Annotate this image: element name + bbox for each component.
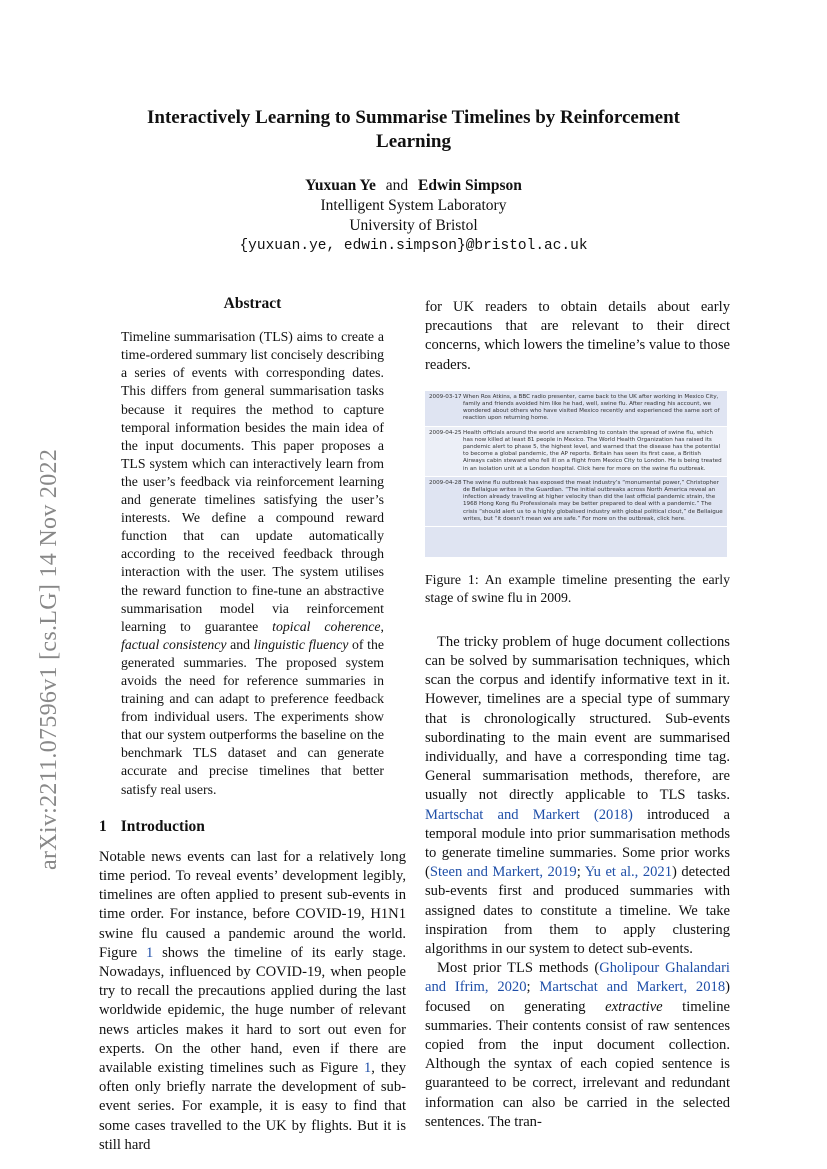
citation-link[interactable]: Gholipour Ghalandari and Ifrim, 2020: [425, 960, 730, 996]
author-emails: {yuxuan.ye, edwin.simpson}@bristol.ac.uk: [239, 238, 588, 254]
section-heading-introduction: 1 Introduction: [99, 817, 205, 835]
citation-link[interactable]: Martschat and Markert, 2018: [539, 979, 726, 996]
figure-caption: Figure 1: An example timeline presenting the early stage of swine flu in 2009.: [425, 571, 730, 605]
abstract-text: Timeline summarisation (TLS) aims to create a time-ordered summary list concisely describing a series of events with corresponding dates. This differs from general summarisation tasks because it requires the method to capture temporal information besides the main idea of the input documents. This paper proposes a TLS system which can interactively learn from the user’s feedback via reinforcement learning and generate timelines satisfying the user’s interests. We define a compound reward function that can update automatically according to the received feedback through interaction with the user. The system utilises the reward function to fine-tune an abstractive summarisation model via reinforcement learning to guarantee topical coherence, factual consistency and linguistic fluency of the generated summaries. The proposed system avoids the need for reference summaries in training and can adapt to preference feedback from individual users. The experiments show that our system outperforms the baseline on the benchmark TLS dataset and can generate accurate and precise timelines that better satisfy real users.: [121, 329, 384, 797]
citation-link[interactable]: Steen and Markert, 2019: [429, 864, 577, 881]
authors-block: [120, 176, 707, 256]
abstract-heading: Abstract: [223, 295, 282, 312]
timeline-date: 2009-04-28: [429, 479, 462, 486]
arxiv-identifier: arXiv:2211.07596v1 [cs.LG] 14 Nov 2022: [36, 448, 62, 870]
timeline-text: When Ros Atkins, a BBC radio presenter, came back to the UK after working in Mexico City, family and friends avoided him like he had, well, swine flu. After reading his account, we wondered about others who have visited Mexico recently and experienced the same sort of reaction upon returning home.: [463, 393, 720, 422]
intro-paragraph-3: Most prior TLS methods (Gholipour Ghalandari and Ifrim, 2020; Martschat and Markert, 2018) focused on generating extractive timeline summaries. Their contents consist of raw sentences copied from the input document collection. Although the syntax of each copied sentence is guaranteed to be correct, irrelevant and redundant information can also be carried in the selected sentences. The tran-: [425, 960, 730, 1130]
timeline-date: 2009-04-25: [429, 429, 462, 436]
affiliation-lab: Intelligent System Laboratory: [320, 197, 507, 214]
author-and: and: [385, 177, 409, 194]
timeline-text: The swine flu outbreak has exposed the meat industry’s “monumental power,” Christopher de Bellaigue writes in the Guardian. “The initial outbreaks across North America reveal an infection already traveling at higher velocity than did the last official pandemic strain, the 1968 Hong Kong flu Professionals may be better prepared to deal with a pandemic.” The crisis “should alert us to a highly globalised industry with global political clout,” de Bellaigue writes, but “it doesn’t mean we are safe.” For more on the outbreak, click here.: [463, 479, 723, 522]
author-1: Yuxuan Ye: [305, 177, 376, 194]
timeline-text: Health officials around the world are scrambling to contain the spread of swine flu, which has now killed at least 81 people in Mexico. The World Health Organization has raised its pandemic alert to phase 5, the highest level, and warned that the disease has the potential to become a global pandemic, the AP reports. Britain has seen its first case, a British Airways cabin steward who fell ill on a flight from Mexico City to London. He is being treated in an isolation unit at a London hospital. Click here for more on the swine flu outbreak.: [463, 429, 722, 472]
figure-ref-link[interactable]: 1: [363, 1060, 372, 1077]
timeline-figure: [425, 391, 727, 557]
timeline-row: [425, 477, 727, 527]
author-2: Edwin Simpson: [418, 177, 522, 194]
citation-link[interactable]: (2018): [593, 806, 633, 823]
citation-link[interactable]: Martschat and Markert: [425, 806, 580, 823]
citation-link[interactable]: Yu et al., 2021: [584, 864, 673, 881]
figure-ref-link[interactable]: 1: [145, 944, 154, 961]
intro-paragraph-1: Notable news events can last for a relatively long time period. To reveal events’ development legibly, timelines are often applied to present sub-events in time order. For instance, before COVID-19, H1N1 swine flu caused a pandemic around the world. Figure 1 shows the timeline of its early stage. Nowadays, influenced by COVID-19, when people try to recall the precautions applied during the last worldwide epidemic, the huge number of relevant news articles makes it hard to sort out even for experts. On the other hand, even if there are available existing timelines such as Figure 1, they often only briefly narrate the development of sub-event series. For example, it is easy to find that some cases travelled to the UK by flights. But it is still hard: [99, 848, 406, 1153]
right-column: [425, 298, 730, 1132]
left-column: [99, 294, 406, 1155]
timeline-row: [425, 391, 727, 427]
author-names: [120, 176, 707, 196]
timeline-row: [425, 427, 727, 477]
paper-title: Interactively Learning to Summarise Timelines by Reinforcement Learning: [147, 107, 680, 152]
affiliation-university: University of Bristol: [349, 217, 478, 234]
intro-paragraph-1-continued: for UK readers to obtain details about early precautions that are relevant to their direct concerns, which lowers the timeline’s value to those readers.: [425, 299, 730, 373]
timeline-date: 2009-03-17: [429, 393, 462, 400]
intro-paragraph-2: The tricky problem of huge document collections can be solved by summarisation techniques, which scan the corpus and identify informative text in it. However, timelines are a special type of summary that is chronologically structured. Sub-events subordinating to the main event are summarised individually, and have a corresponding time tag. General summarisation methods, therefore, are usually not directly applicable to TLS tasks. Martschat and Markert (2018) introduced a temporal module into prior summarisation methods to generate timeline summaries. Some prior works (Steen and Markert, 2019; Yu et al., 2021) detected sub-events first and produced summaries with assigned dates to constitute a timeline. We take inspiration from them to apply clustering algorithms in our system to detect sub-events.: [425, 633, 730, 958]
